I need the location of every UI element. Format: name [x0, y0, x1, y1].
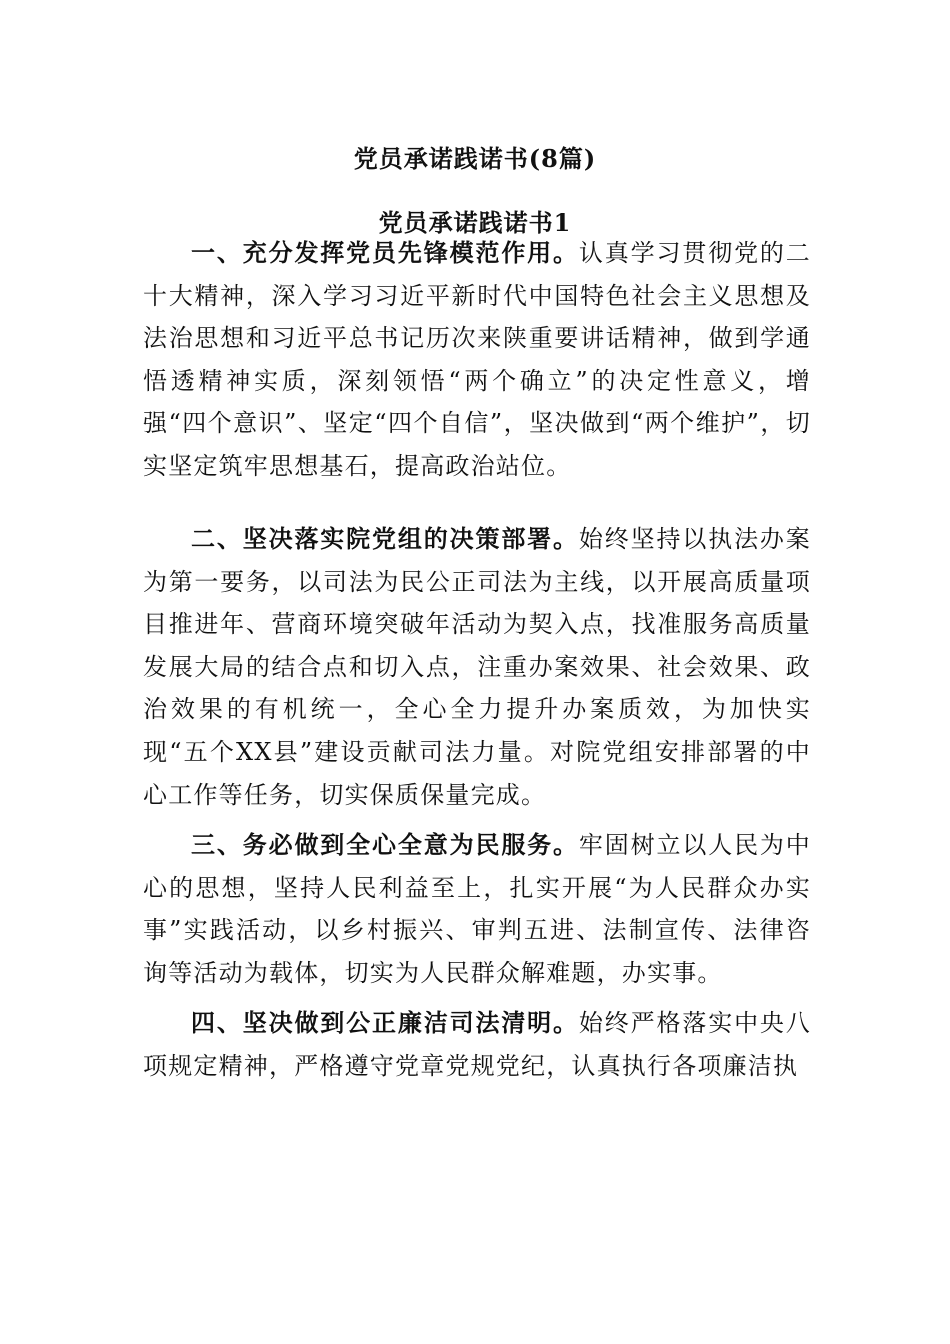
paragraph-2-body: 始终坚持以执法办案为第一要务，以司法为民公正司法为主线，以开展高质量项目推进年、营商环境突破年活动为契入点，找准服务高质量发展大局的结合点和切入点，注重办案效果、社会效果、政治效果的有机统一，全心全力提升办案质效，为加快实现“五个XX县”建设贡献司法力量。对院党组安排部署的中心工作等任务，切实保质保量完成。	[143, 525, 811, 809]
paragraph-2-heading: 二、坚决落实院党组的决策部署。	[191, 524, 579, 553]
document-subtitle: 党员承诺践诺书1	[378, 208, 572, 237]
document-title: 党员承诺践诺书(8篇)	[353, 144, 597, 173]
paragraph-1	[143, 232, 811, 488]
paragraph-1-body: 认真学习贯彻党的二十大精神，深入学习习近平新时代中国特色社会主义思想及法治思想和习近平总书记历次来陕重要讲话精神，做到学通悟透精神实质，深刻领悟“两个确立”的决定性意义，增强“四个意识”、坚定“四个自信”，坚决做到“两个维护”，切实坚定筑牢思想基石，提高政治站位。	[143, 239, 811, 480]
paragraph-1-heading: 一、充分发挥党员先锋模范作用。	[191, 238, 579, 267]
paragraph-3	[143, 824, 811, 994]
paragraph-3-body: 牢固树立以人民为中心的思想，坚持人民利益至上，扎实开展“为人民群众办实事”实践活动，以乡村振兴、审判五进、法制宣传、法律咨询等活动为载体，切实为人民群众解难题，办实事。	[143, 831, 811, 987]
paragraph-4-body: 始终严格落实中央八项规定精神，严格遵守党章党规党纪，认真执行各项廉洁执	[143, 1009, 811, 1080]
paragraph-3-heading: 三、务必做到全心全意为民服务。	[191, 830, 579, 859]
paragraph-4-heading: 四、坚决做到公正廉洁司法清明。	[191, 1008, 579, 1037]
paragraph-2	[143, 518, 811, 816]
paragraph-4	[143, 1002, 811, 1087]
